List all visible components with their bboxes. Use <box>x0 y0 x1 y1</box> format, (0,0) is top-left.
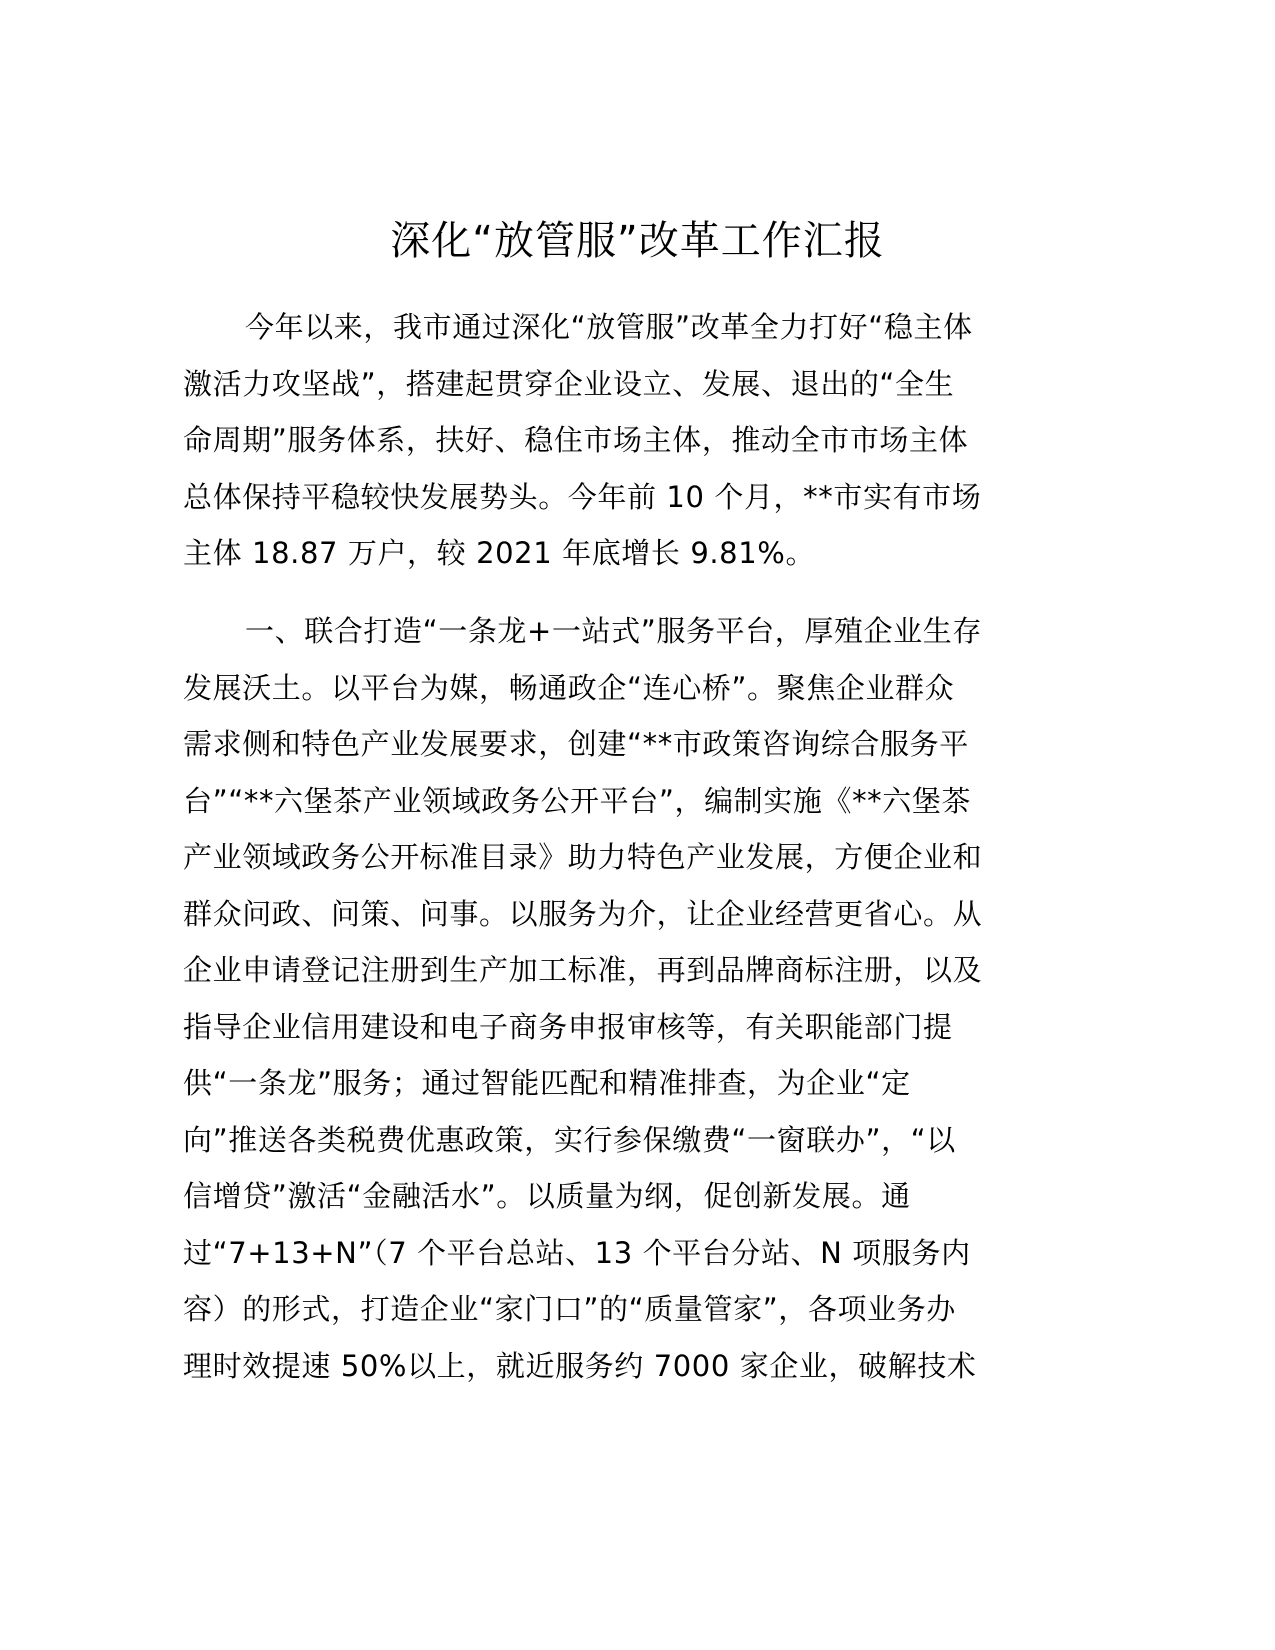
paragraph-line: 过“7+13+N”（7 个平台总站、13 个平台分站、N 项服务内 <box>183 1235 971 1270</box>
paragraph-line: 供“一条龙”服务；通过智能匹配和精准排查，为企业“定 <box>183 1066 911 1100</box>
paragraph-line: 容）的形式，打造企业“家门口”的“质量管家”，各项业务办 <box>183 1292 956 1326</box>
paragraph-line: 企业申请登记注册到生产加工标准，再到品牌商标注册，以及 <box>183 953 983 987</box>
paragraph-line: 指导企业信用建设和电子商务申报审核等，有关职能部门提 <box>183 1009 953 1044</box>
paragraph-line: 台”“**六堡茶产业领域政务公开平台”，编制实施《**六堡茶 <box>183 783 972 818</box>
paragraph-line: 命周期”服务体系，扶好、稳住市场主体，推动全市市场主体 <box>183 423 969 457</box>
paragraph-line: 需求侧和特色产业发展要求，创建“**市政策咨询综合服务平 <box>183 727 969 761</box>
paragraph-line: 群众问政、问策、问事。以服务为介，让企业经营更省心。从 <box>183 896 983 931</box>
paragraph-line: 激活力攻坚战”，搭建起贯穿企业设立、发展、退出的“全生 <box>183 366 955 401</box>
paragraph-line: 总体保持平稳较快发展势头。今年前 10 个月，**市实有市场 <box>183 479 982 514</box>
paragraph-line: 主体 18.87 万户，较 2021 年底增长 9.81%。 <box>183 536 816 570</box>
paragraph-section-one <box>183 603 1083 1394</box>
document-title: 深化“放管服”改革工作汇报 <box>390 218 885 264</box>
paragraph-intro <box>183 299 1083 582</box>
paragraph-line: 理时效提速 50%以上，就近服务约 7000 家企业，破解技术 <box>183 1348 977 1383</box>
paragraph-line: 发展沃土。以平台为媒，畅通政企“连心桥”。聚焦企业群众 <box>183 670 955 705</box>
paragraph-line: 向”推送各类税费优惠政策，实行参保缴费“一窗联办”，“以 <box>183 1122 956 1157</box>
paragraph-line: 今年以来，我市通过深化“放管服”改革全力打好“稳主体 <box>245 310 973 344</box>
paragraph-line: 产业领域政务公开标准目录》助力特色产业发展，方便企业和 <box>183 840 983 874</box>
paragraph-line: 信增贷”激活“金融活水”。以质量为纲，促创新发展。通 <box>183 1179 911 1213</box>
paragraph-line: 一、联合打造“一条龙+一站式”服务平台，厚殖企业生存 <box>245 614 982 648</box>
